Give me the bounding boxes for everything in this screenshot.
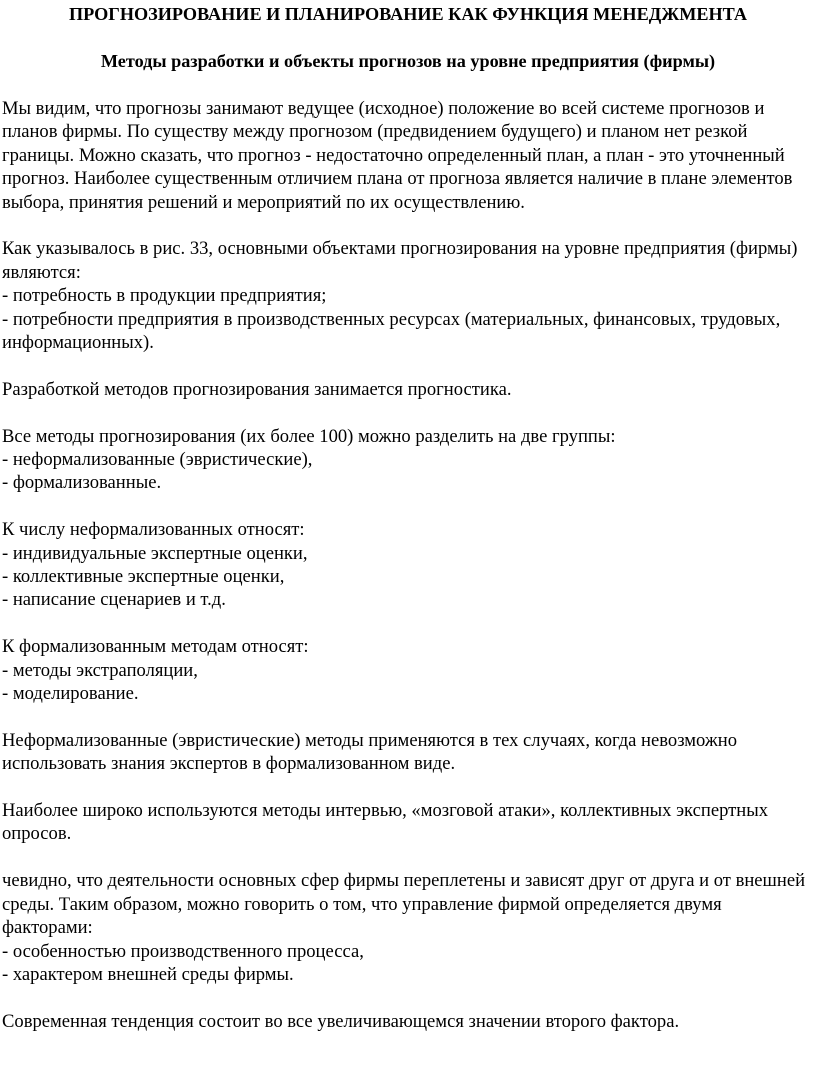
document-title: ПРОГНОЗИРОВАНИЕ И ПЛАНИРОВАНИЕ КАК ФУНКЦИЯ МЕНЕДЖМЕНТА — [68, 4, 748, 24]
list-item: - неформализованные (эвристические), — [2, 449, 313, 471]
list-item: - методы экстраполяции, — [2, 659, 198, 681]
paragraph-intro: Как указывалось в рис. 33, основными объектами прогнозирования на уровне предприятия (фирмы) являются: — [2, 238, 798, 283]
list-item: - индивидуальные экспертные оценки, — [2, 542, 308, 564]
paragraph-forecast-objects — [2, 237, 814, 354]
paragraph-forecast-vs-plan: Мы видим, что прогнозы занимают ведущее (исходное) положение во всей системе прогнозов и планов фирмы. По существу между прогнозом (предвидением будущего) и планом нет резкой границы. Можно сказать, что прогноз - недостаточно определенный план, а план - это уточненный прогноз. Наиболее существенным отличием плана от прогноза является наличие в плане элементов выбора, принятия решений и мероприятий по их осуществлению. — [2, 98, 793, 213]
list-item: - моделирование. — [2, 683, 139, 705]
list-item: - написание сценариев и т.д. — [2, 589, 226, 611]
list-item: - потребность в продукции предприятия; — [2, 285, 327, 307]
list-item: - коллективные экспертные оценки, — [2, 566, 285, 588]
document-page — [2, 0, 814, 1033]
list-item: - особенностью производственного процесса, — [2, 940, 364, 962]
paragraph-informal-methods — [2, 518, 814, 612]
list-item: - потребности предприятия в производственных ресурсах (материальных, финансовых, трудовых, информационных). — [2, 308, 781, 354]
paragraph-modern-trend: Современная тенденция состоит во все увеличивающемся значении второго фактора. — [2, 1010, 680, 1032]
list-item: - формализованные. — [2, 472, 162, 494]
list-item: - характером внешней среды фирмы. — [2, 963, 294, 985]
paragraph-intro: Все методы прогнозирования (их более 100) можно разделить на две группы: — [2, 425, 616, 447]
paragraph-formal-methods — [2, 635, 814, 705]
paragraph-management-factors — [2, 869, 814, 986]
paragraph-intro: чевидно, что деятельности основных сфер фирмы переплетены и зависят друг от друга и от внешней среды. Таким образом, можно говорить о том, что управление фирмой определяется двумя факторами: — [2, 870, 806, 939]
paragraph-method-groups — [2, 425, 814, 495]
paragraph-common-methods: Наиболее широко используются методы интервью, «мозговой атаки», коллективных экспертных опросов. — [2, 800, 769, 845]
paragraph-intro: К формализованным методам относят: — [2, 636, 309, 658]
paragraph-prognostics: Разработкой методов прогнозирования занимается прогностика. — [2, 378, 512, 400]
document-subtitle: Методы разработки и объекты прогнозов на уровне предприятия (фирмы) — [100, 51, 716, 71]
paragraph-intro: К числу неформализованных относят: — [2, 519, 305, 541]
paragraph-heuristic-usage: Неформализованные (эвристические) методы применяются в тех случаях, когда невозможно использовать знания экспертов в формализованном виде. — [2, 729, 737, 775]
